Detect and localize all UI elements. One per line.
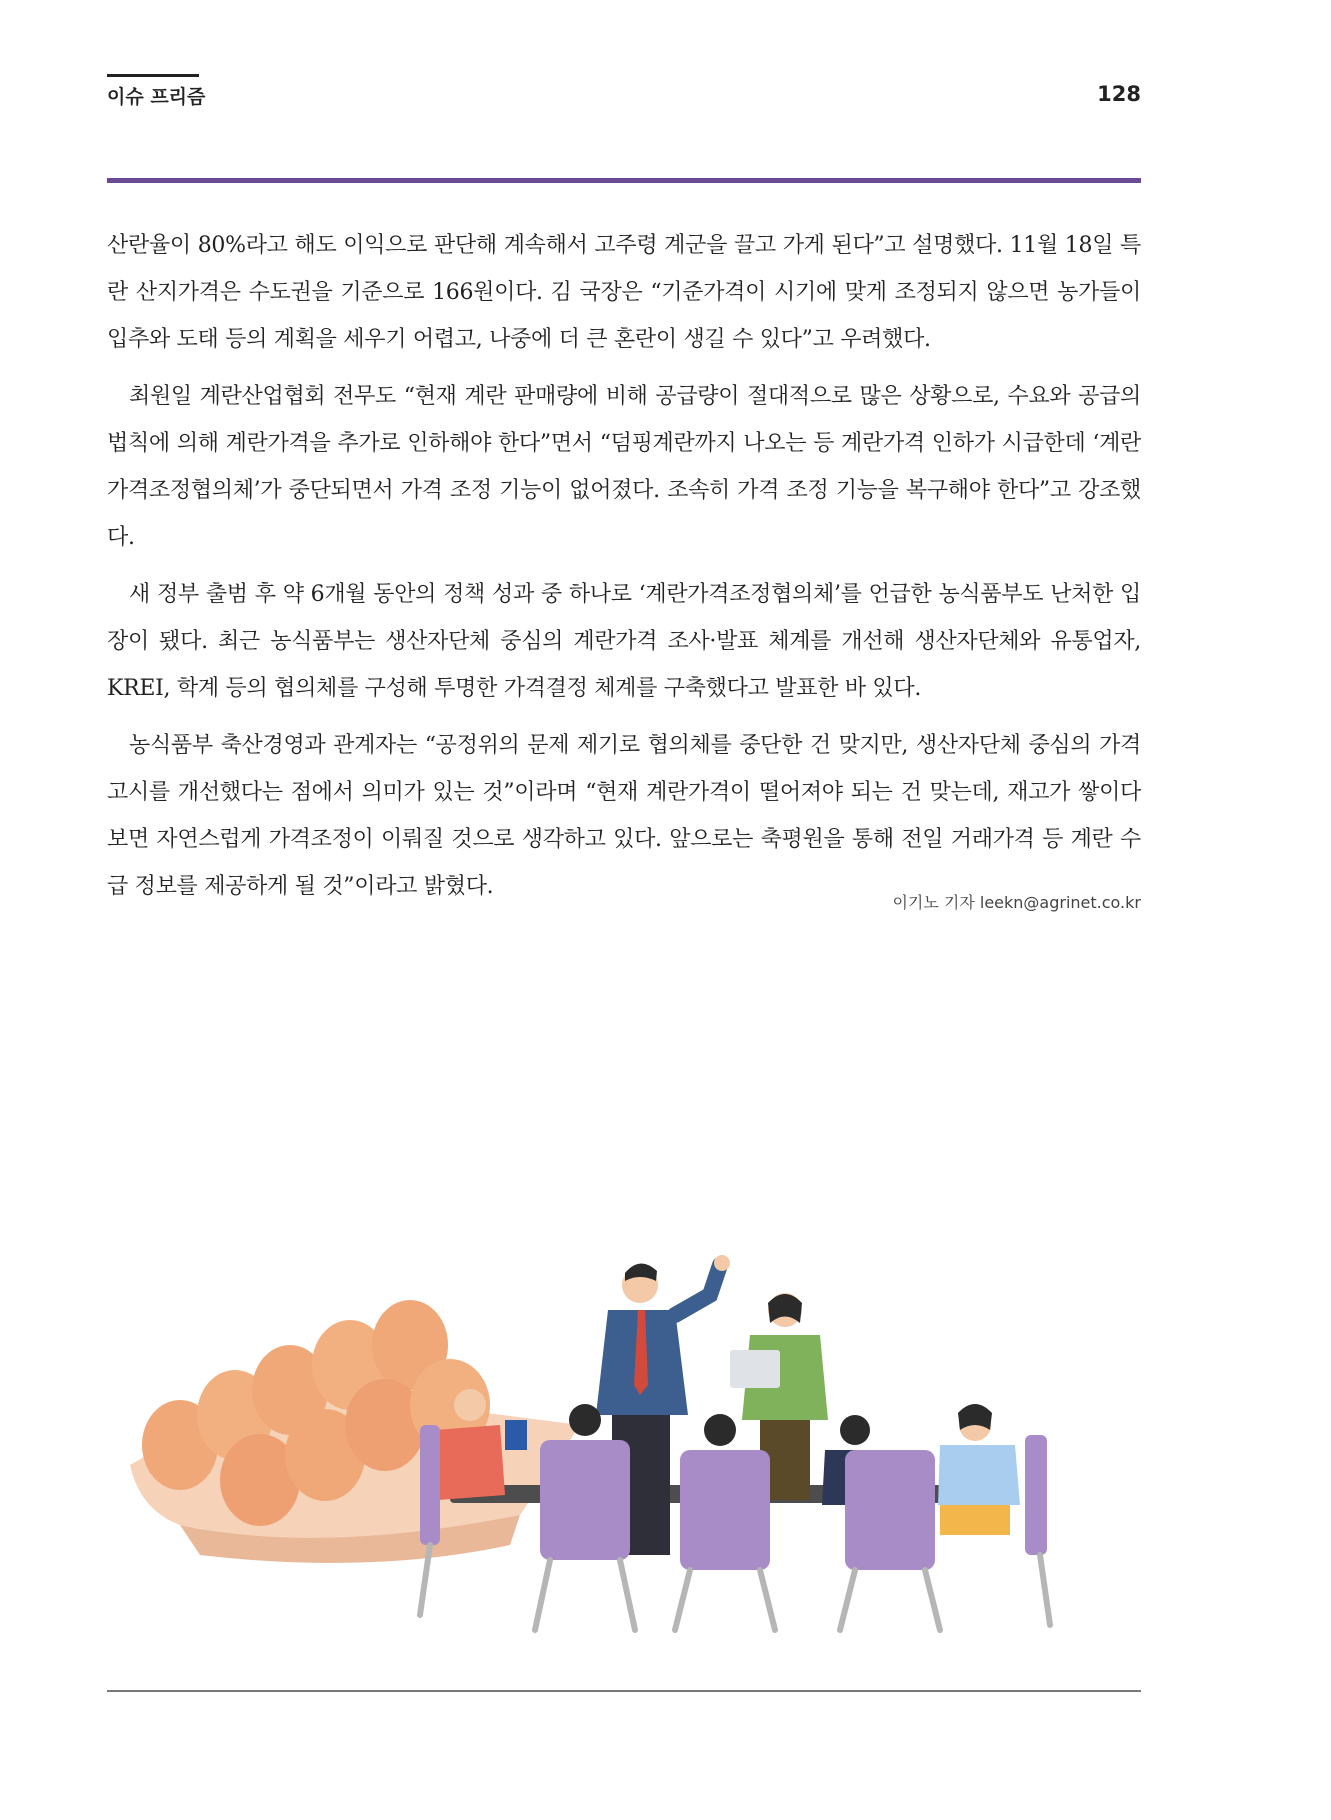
article-paragraph: 최원일 계란산업협회 전무도 “현재 계란 판매량에 비해 공급량이 절대적으로 많은 상황으로, 수요와 공급의 법칙에 의해 계란가격을 추가로 인하해야 한다”면서 “덤핑계란까지 나오는 등 계란가격 인하가 시급한데 ‘계란가격조정협의체’가 중단되면서 가격 조정 기능이 없어졌다. 조속히 가격 조정 기능을 복구해야 한다”고 강조했다. (107, 384, 1141, 550)
article-paragraph: 새 정부 출범 후 약 6개월 동안의 정책 성과 중 하나로 ‘계란가격조정협의체’를 언급한 농식품부도 난처한 입장이 됐다. 최근 농식품부는 생산자단체 중심의 계란가격 조사·발표 체계를 개선해 생산자단체와 유통업자, KREI, 학계 등의 협의체를 구성해 투명한 가격결정 체계를 구축했다고 발표한 바 있다. (107, 582, 1141, 701)
footer-divider (107, 1690, 1141, 1692)
byline: 이기노 기자 leekn@agrinet.co.kr (892, 893, 1141, 912)
article-body (107, 222, 1141, 920)
meeting-illustration (120, 1255, 1080, 1635)
article-paragraph: 농식품부 축산경영과 관계자는 “공정위의 문제 제기로 협의체를 중단한 건 맞지만, 생산자단체 중심의 가격 고시를 개선했다는 점에서 의미가 있는 것”이라며 “현재 계란가격이 떨어져야 되는 건 맞는데, 재고가 쌓이다보면 자연스럽게 가격조정이 이뤄질 것으로 생각하고 있다. 앞으로는 축평원을 통해 전일 거래가격 등 계란 수급 정보를 제공하게 될 것”이라고 밝혔다. (107, 733, 1141, 899)
seated-person-lightblue (938, 1404, 1020, 1535)
header-divider (107, 178, 1141, 183)
section-marker (107, 74, 199, 77)
article-paragraph: 산란율이 80%라고 해도 이익으로 판단해 계속해서 고주령 계군을 끌고 가게 된다”고 설명했다. 11월 18일 특란 산지가격은 수도권을 기준으로 166원이다. 김 국장은 “기준가격이 시기에 맞게 조정되지 않으면 농가들이 입추와 도태 등의 계획을 세우기 어렵고, 나중에 더 큰 혼란이 생길 수 있다”고 우려했다. (107, 233, 1141, 352)
section-label: 이슈 프리즘 (107, 86, 206, 108)
page-number: 128 (1097, 82, 1141, 106)
